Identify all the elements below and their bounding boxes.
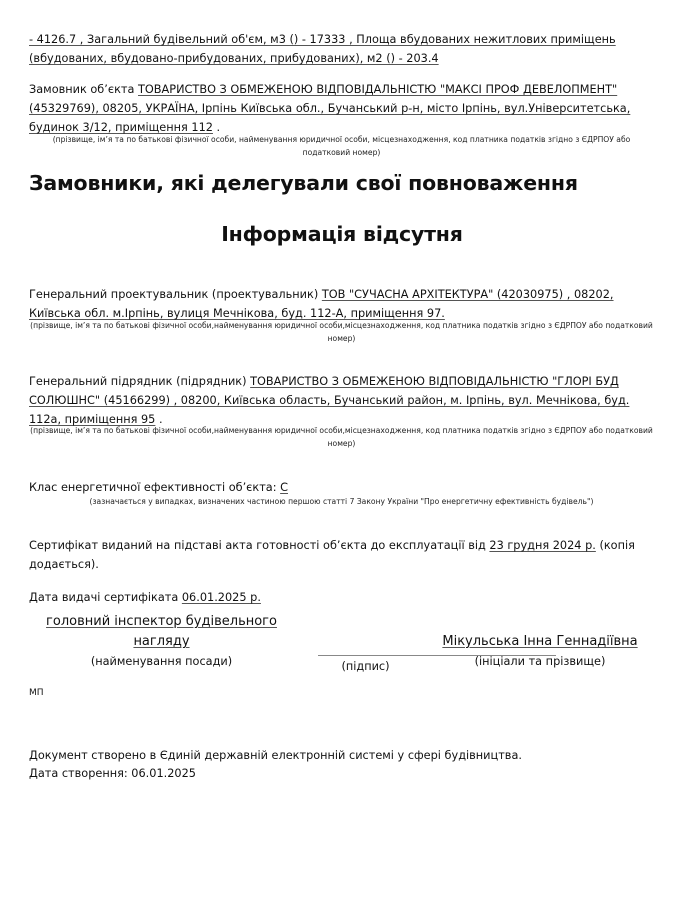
delegated-status: Інформація відсутня (221, 222, 463, 246)
customer-suffix: . (212, 121, 221, 134)
certificate-issue-date: 06.01.2025 р. (181, 591, 261, 604)
general-designer-block (29, 285, 654, 323)
object-info-continuation (29, 30, 654, 68)
general-designer-value: ТОВ "СУЧАСНА АРХІТЕКТУРА" (42030975) , 08202, Київська обл. м.Ірпінь, вулиця Мечнікова, буд. 112-А, приміщення 97. (29, 288, 614, 320)
signature-position-block (29, 612, 294, 652)
certificate-basis (29, 536, 654, 574)
signature-position-caption: (найменування посади) (90, 655, 233, 668)
certificate-basis-prefix: Сертифікат виданий на підставі акта готовності об’єкта до експлуатації від (29, 539, 490, 552)
footer-created (29, 764, 654, 783)
energy-class-label: Клас енергетичної ефективності об’єкта: (29, 481, 281, 494)
signature-name-caption: (ініціали та прізвище) (474, 655, 606, 668)
general-contractor-note: (прізвище, ім’я та по батькові фізичної особи,найменування юридичної особи,місцезнаходження, код платника податків згідно з ЄДРПОУ або податковий номер) (30, 426, 653, 448)
certificate-issue (29, 588, 654, 607)
certificate-basis-suffix: (копія додається). (29, 539, 635, 571)
energy-class-value: C (280, 481, 288, 494)
energy-class-note: (зазначається у випадках, визначених частиною першою статті 7 Закону України "Про енергетичну ефективність будівель") (89, 497, 594, 506)
footer-created-date: 06.01.2025 (131, 767, 196, 780)
customer-value: ТОВАРИСТВО З ОБМЕЖЕНОЮ ВІДПОВІДАЛЬНІСТЮ "МАКСІ ПРОФ ДЕВЕЛОПМЕНТ" (45329769), 08205, УКРАЇНА, Ірпінь Київська обл., Бучанський р-н, місто Ірпінь, вул.Університетська, будинок 3/12, приміщення 112 (29, 83, 631, 134)
signature-caption: (підпис) (341, 660, 390, 673)
footer-created-label: Дата створення: (29, 767, 132, 780)
stamp-mark: МП (29, 688, 44, 698)
customer-block (29, 80, 654, 137)
general-contractor-suffix: . (155, 413, 163, 426)
signature-name-block (430, 632, 650, 652)
customer-note: (прізвище, ім’я та по батькові фізичної особи, найменування юридичної особи, місцезнаходження, код платника податків згідно з ЄДРПОУ або податковий номер) (52, 135, 631, 157)
general-contractor-value: ТОВАРИСТВО З ОБМЕЖЕНОЮ ВІДПОВІДАЛЬНІСТЮ "ГЛОРІ БУД СОЛЮШНС" (45166299) , 08200, Київська область, Бучанський район, м. Ірпінь, вул. Мечнікова, буд. 112а, приміщення 95 (29, 375, 630, 426)
signature-position: головний інспектор будівельного нагляду (46, 614, 277, 649)
general-designer-note: (прізвище, ім’я та по батькові фізичної особи,найменування юридичної особи,місцезнаходження, код платника податків згідно з ЄДРПОУ або податковий номер) (30, 321, 653, 343)
delegated-title: Замовники, які делегували свої повноваження (29, 171, 578, 195)
signature-name: Мікульська Інна Геннадіївна (442, 634, 638, 649)
general-designer-label: Генеральний проектувальник (проектувальник) (29, 288, 322, 301)
object-info-value: - 4126.7 , Загальний будівельний об'єм, м3 () - 17333 , Площа вбудованих нежитлових приміщень (вбудованих, вбудовано-прибудованих, прибудованих), м2 () - 203.4 (29, 33, 616, 65)
general-contractor-block (29, 372, 654, 429)
general-contractor-label: Генеральний підрядник (підрядник) (29, 375, 251, 388)
footer-system-note: Документ створено в Єдиній державній електронній системі у сфері будівництва. (29, 749, 522, 762)
certificate-issue-label: Дата видачі сертифіката (29, 591, 182, 604)
customer-label: Замовник об’єкта (29, 83, 138, 96)
certificate-basis-date: 23 грудня 2024 р. (489, 539, 596, 552)
